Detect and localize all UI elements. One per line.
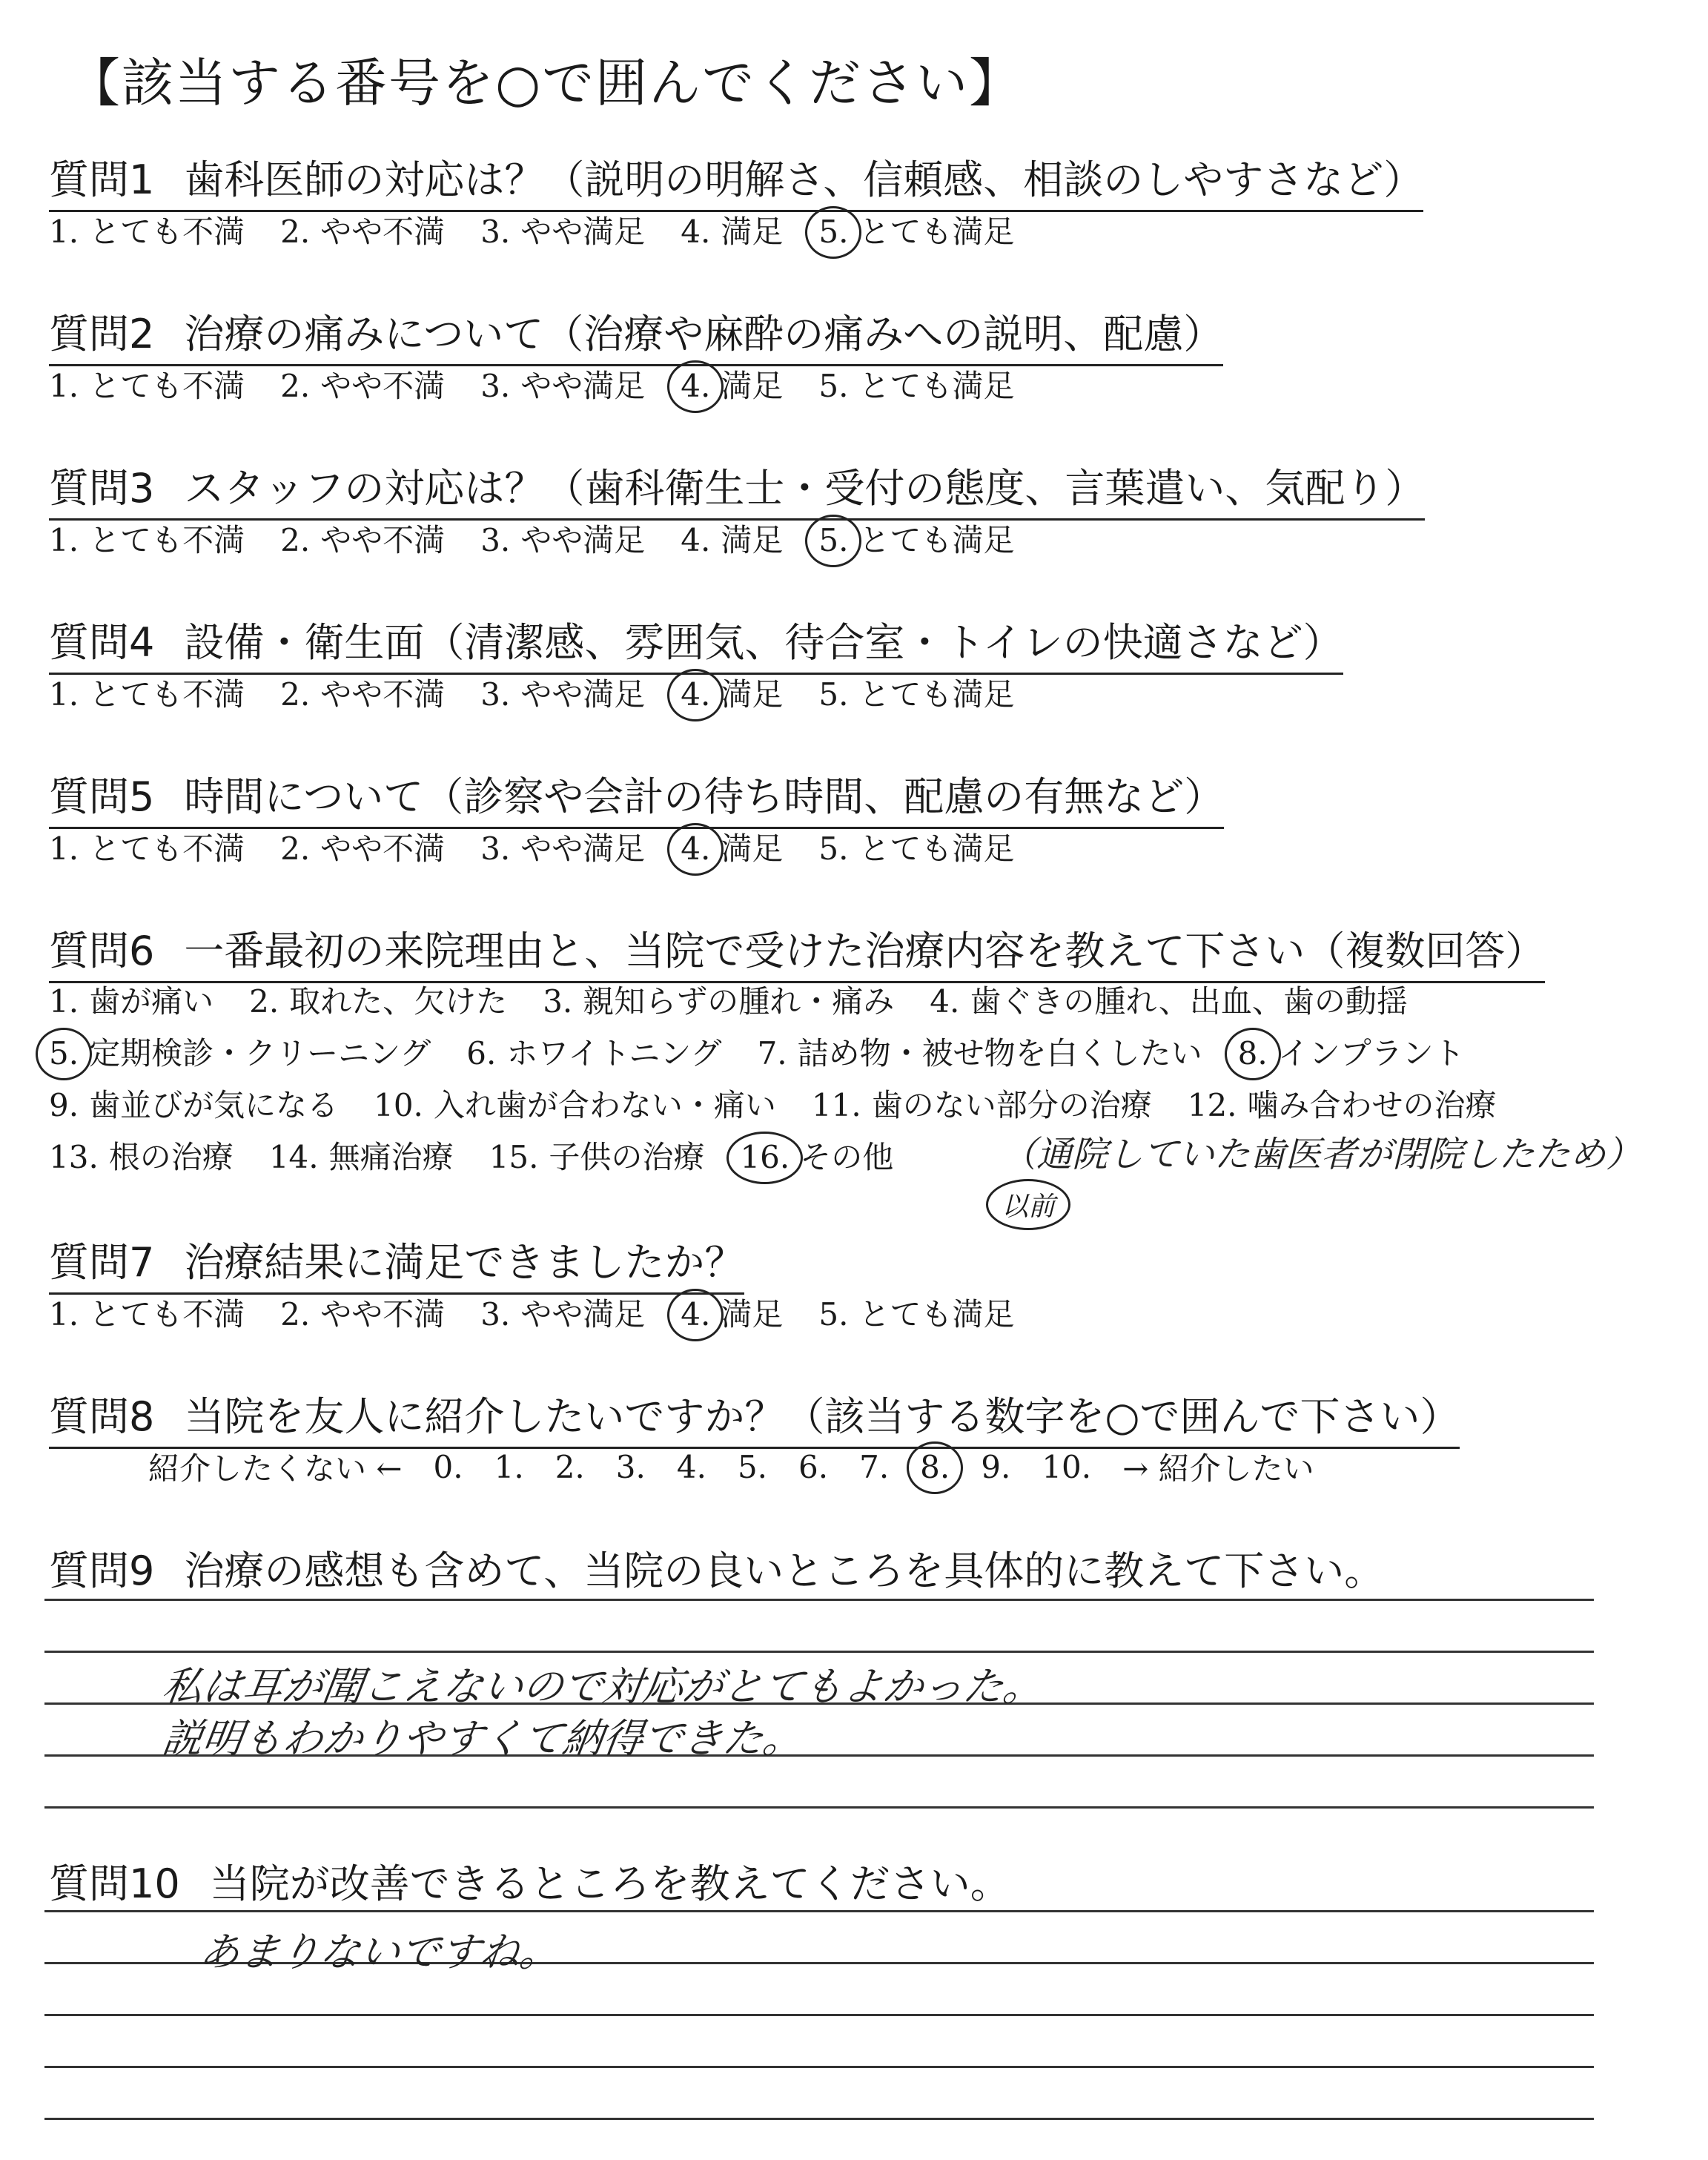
option-number: 4. xyxy=(681,1296,711,1332)
option-label: 定期検診・クリーニング xyxy=(89,1035,431,1071)
option-5[interactable] xyxy=(818,208,1014,252)
q6-option-8[interactable] xyxy=(1238,1029,1465,1074)
option-label: 満足 xyxy=(721,368,784,404)
q6-option-1[interactable] xyxy=(49,977,214,1022)
option-number: 2. xyxy=(280,522,311,558)
option-label: 満足 xyxy=(721,830,784,867)
option-label: 歯のない部分の治療 xyxy=(871,1087,1152,1123)
option-label: 満足 xyxy=(721,522,784,558)
option-number: 5. xyxy=(818,830,849,867)
option-label: やや満足 xyxy=(520,1296,646,1332)
option-5[interactable] xyxy=(818,1290,1014,1335)
option-2[interactable] xyxy=(280,825,445,869)
option-number: 1. xyxy=(49,368,79,404)
option-label: とても不満 xyxy=(89,1296,245,1332)
option-5[interactable] xyxy=(818,516,1014,561)
option-2[interactable] xyxy=(280,670,445,715)
option-number: 1. xyxy=(49,1296,79,1332)
option-label: やや満足 xyxy=(520,830,646,867)
option-label: インプラント xyxy=(1277,1035,1465,1071)
scale-right-label: → 紹介したい xyxy=(1122,1450,1314,1487)
option-number: 4. xyxy=(681,214,711,250)
scale-option-7[interactable]: 7. xyxy=(859,1448,890,1485)
options-q3 xyxy=(49,516,1050,561)
option-number: 3. xyxy=(543,983,573,1020)
option-number: 13. xyxy=(49,1139,99,1175)
option-number: 5. xyxy=(818,676,849,713)
scale-option-6[interactable]: 6. xyxy=(798,1448,829,1485)
option-label: とても満足 xyxy=(858,368,1015,404)
option-1[interactable] xyxy=(49,362,245,406)
option-number: 2. xyxy=(249,983,279,1020)
q9-handwritten-answer-1: 私は耳が聞こえないので対応がとてもよかった。 xyxy=(159,1663,1047,1710)
options-q2 xyxy=(49,362,1050,406)
option-number: 12. xyxy=(1187,1087,1237,1123)
answer-line xyxy=(44,2066,1594,2068)
question-6 xyxy=(49,919,1545,983)
option-label: とても不満 xyxy=(89,522,245,558)
option-label: やや不満 xyxy=(320,522,446,558)
question-text: 治療の痛みについて（治療や麻酔の痛みへの説明、配慮） xyxy=(184,311,1224,357)
scale-left-label: 紹介したくない ← xyxy=(148,1450,403,1487)
option-1[interactable] xyxy=(49,1290,245,1335)
option-number: 10. xyxy=(374,1087,423,1123)
option-label: 根の治療 xyxy=(108,1139,234,1175)
scale-option-10[interactable]: 10. xyxy=(1042,1448,1092,1485)
option-number: 1. xyxy=(49,676,79,713)
question-number: 質問8 xyxy=(49,1393,155,1440)
question-1 xyxy=(49,148,1423,212)
option-number: 2. xyxy=(280,830,311,867)
option-label: 歯ぐきの腫れ、出血、歯の動揺 xyxy=(970,983,1408,1020)
option-label: とても満足 xyxy=(858,676,1015,713)
option-number: 4. xyxy=(681,522,711,558)
scale-option-5[interactable]: 5. xyxy=(737,1448,768,1485)
option-2[interactable] xyxy=(280,208,445,252)
option-4[interactable] xyxy=(681,208,783,252)
q6-option-4[interactable] xyxy=(930,977,1408,1022)
option-number: 11. xyxy=(811,1087,861,1123)
q9-handwritten-answer-2: 説明もわかりやすくて納得できた。 xyxy=(159,1715,807,1762)
option-number: 2. xyxy=(280,214,311,250)
option-4[interactable] xyxy=(681,670,783,715)
option-label: とても満足 xyxy=(858,522,1015,558)
option-label: やや不満 xyxy=(320,1296,446,1332)
option-3[interactable] xyxy=(480,1290,645,1335)
q6-option-13[interactable] xyxy=(49,1133,234,1178)
question-number: 質問7 xyxy=(49,1239,155,1286)
question-text: スタッフの対応は？（歯科衛生士・受付の態度、言葉遣い、気配り） xyxy=(184,465,1426,512)
option-number: 1. xyxy=(49,830,79,867)
answer-line xyxy=(44,2118,1594,2120)
option-4[interactable] xyxy=(681,516,783,561)
options-q4 xyxy=(49,670,1050,715)
scale-option-1[interactable]: 1. xyxy=(494,1448,524,1485)
question-number: 質問5 xyxy=(49,773,155,820)
option-3[interactable] xyxy=(480,516,645,561)
option-number: 15. xyxy=(489,1139,539,1175)
answer-line xyxy=(44,1599,1594,1601)
option-number: 5. xyxy=(818,368,849,404)
option-label: やや満足 xyxy=(520,368,646,404)
question-8 xyxy=(49,1385,1460,1449)
q6-option-6[interactable] xyxy=(466,1029,721,1074)
scale-option-3[interactable]: 3. xyxy=(615,1448,646,1485)
option-number: 3. xyxy=(480,214,511,250)
q6-option-3[interactable] xyxy=(543,977,894,1022)
option-number: 3. xyxy=(480,368,511,404)
question-text: 時間について（診察や会計の待ち時間、配慮の有無など） xyxy=(184,773,1225,820)
option-3[interactable] xyxy=(480,362,645,406)
q6-option-11[interactable] xyxy=(812,1081,1152,1126)
option-number: 8. xyxy=(1237,1035,1268,1071)
option-label: とても不満 xyxy=(89,368,245,404)
q6-option-10[interactable] xyxy=(374,1081,776,1126)
option-2[interactable] xyxy=(280,362,445,406)
option-number: 3. xyxy=(480,830,511,867)
q8-scale xyxy=(148,1444,1345,1489)
question-text: 当院を友人に紹介したいですか？（該当する数字を○で囲んで下さい） xyxy=(184,1393,1460,1440)
question-text: 一番最初の来院理由と、当院で受けた治療内容を教えて下さい（複数回答） xyxy=(184,928,1546,974)
option-number: 1. xyxy=(49,983,79,1020)
option-label: 歯並びが気になる xyxy=(89,1087,339,1123)
question-text: 歯科医師の対応は？（説明の明解さ、信頼感、相談のしやすさなど） xyxy=(184,156,1424,203)
option-label: やや満足 xyxy=(520,214,646,250)
option-label: とても不満 xyxy=(89,214,245,250)
option-number: 3. xyxy=(480,1296,511,1332)
option-number: 2. xyxy=(280,676,311,713)
options-q1 xyxy=(49,208,1050,252)
question-number: 質問6 xyxy=(49,928,155,974)
scale-option-0[interactable]: 0. xyxy=(433,1448,463,1485)
question-number: 質問2 xyxy=(49,311,155,357)
option-3[interactable] xyxy=(480,825,645,869)
question-number: 質問4 xyxy=(49,619,155,666)
option-label: 満足 xyxy=(721,214,784,250)
question-text: 設備・衛生面（清潔感、雰囲気、待合室・トイレの快適さなど） xyxy=(184,619,1343,666)
option-label: やや満足 xyxy=(520,676,646,713)
question-text: 治療の感想も含めて、当院の良いところを具体的に教えて下さい。 xyxy=(184,1548,1385,1594)
option-5[interactable] xyxy=(818,825,1014,869)
option-label: とても不満 xyxy=(89,676,245,713)
option-number: 4. xyxy=(681,368,711,404)
q6-option-16[interactable] xyxy=(740,1133,893,1178)
question-5 xyxy=(49,765,1224,829)
question-4 xyxy=(49,611,1343,675)
option-label: 取れた、欠けた xyxy=(289,983,508,1020)
option-3[interactable] xyxy=(480,208,645,252)
option-4[interactable] xyxy=(681,825,783,869)
option-number: 6. xyxy=(466,1035,497,1071)
scale-option-2[interactable]: 2. xyxy=(555,1448,585,1485)
option-number: 9. xyxy=(49,1087,79,1123)
option-number: 1. xyxy=(49,522,79,558)
option-2[interactable] xyxy=(280,516,445,561)
option-number: 4. xyxy=(930,983,960,1020)
q6-row-2 xyxy=(49,1029,1500,1074)
question-text: 治療結果に満足できましたか？ xyxy=(184,1239,745,1286)
question-number: 質問1 xyxy=(49,156,155,203)
option-1[interactable] xyxy=(49,670,245,715)
option-2[interactable] xyxy=(280,1290,445,1335)
q6-row-4 xyxy=(49,1133,929,1178)
option-number: 2. xyxy=(280,368,311,404)
option-label: 噛み合わせの治療 xyxy=(1247,1087,1497,1123)
options-q5 xyxy=(49,825,1050,869)
option-label: 無痛治療 xyxy=(328,1139,454,1175)
question-9 xyxy=(49,1539,1384,1601)
answer-line xyxy=(44,1910,1594,1912)
option-5[interactable] xyxy=(818,670,1014,715)
option-4[interactable] xyxy=(681,1290,783,1335)
question-text: 当院が改善できるところを教えてください。 xyxy=(209,1860,1010,1907)
option-label: ホワイトニング xyxy=(506,1035,722,1071)
option-number: 5. xyxy=(818,1296,849,1332)
option-label: やや不満 xyxy=(320,368,446,404)
question-10 xyxy=(49,1852,1010,1914)
option-4[interactable] xyxy=(681,362,783,406)
q6-other-handwritten-note: （通院していた歯医者が閉院したため） xyxy=(1001,1134,1642,1175)
option-label: とても満足 xyxy=(858,830,1015,867)
scale-option-4[interactable]: 4. xyxy=(676,1448,706,1485)
option-label: 詰め物・被せ物を白くしたい xyxy=(797,1035,1202,1071)
option-number: 5. xyxy=(818,522,849,558)
option-label: 子供の治療 xyxy=(549,1139,705,1175)
option-label: とても満足 xyxy=(858,1296,1015,1332)
q6-other-handwritten-sub: 以前 xyxy=(986,1179,1070,1230)
option-number: 16. xyxy=(740,1139,790,1175)
question-2 xyxy=(49,303,1223,366)
q6-option-5[interactable] xyxy=(49,1029,431,1074)
option-label: とても不満 xyxy=(89,830,245,867)
option-label: やや満足 xyxy=(520,522,646,558)
question-number: 質問3 xyxy=(49,465,155,512)
scale-option-8[interactable]: 8. xyxy=(920,1448,950,1485)
option-label: やや不満 xyxy=(320,676,446,713)
q6-option-12[interactable] xyxy=(1188,1081,1497,1126)
option-3[interactable] xyxy=(480,670,645,715)
option-label: 入れ歯が合わない・痛い xyxy=(433,1087,776,1123)
option-label: とても満足 xyxy=(858,214,1015,250)
answer-line xyxy=(44,1651,1594,1653)
option-label: やや不満 xyxy=(320,830,446,867)
option-number: 5. xyxy=(49,1035,79,1071)
q6-option-2[interactable] xyxy=(249,977,507,1022)
option-5[interactable] xyxy=(818,362,1014,406)
option-label: 親知らずの腫れ・痛み xyxy=(583,983,895,1020)
q10-handwritten-answer: あまりないですね。 xyxy=(196,1929,563,1975)
option-label: 満足 xyxy=(721,676,784,713)
option-number: 1. xyxy=(49,214,79,250)
option-1[interactable] xyxy=(49,825,245,869)
scale-option-9[interactable]: 9. xyxy=(981,1448,1011,1485)
question-3 xyxy=(49,457,1425,521)
q6-row-1 xyxy=(49,977,1443,1022)
option-number: 4. xyxy=(681,830,711,867)
options-q7 xyxy=(49,1290,1050,1335)
option-label: 歯が痛い xyxy=(89,983,214,1020)
option-number: 4. xyxy=(681,676,711,713)
option-number: 14. xyxy=(268,1139,319,1175)
option-number: 7. xyxy=(757,1035,787,1071)
question-7 xyxy=(49,1231,744,1295)
q6-option-9[interactable] xyxy=(49,1081,338,1126)
q6-option-7[interactable] xyxy=(758,1029,1202,1074)
option-label: やや不満 xyxy=(320,214,446,250)
q6-option-14[interactable] xyxy=(269,1133,454,1178)
page-header: 【該当する番号を○で囲んでください】 xyxy=(68,53,1023,113)
option-1[interactable] xyxy=(49,516,245,561)
option-number: 2. xyxy=(280,1296,311,1332)
q6-row-3 xyxy=(49,1081,1532,1126)
answer-line xyxy=(44,1806,1594,1809)
option-label: その他 xyxy=(800,1139,894,1175)
option-label: 満足 xyxy=(721,1296,784,1332)
option-number: 3. xyxy=(480,522,511,558)
q6-option-15[interactable] xyxy=(489,1133,705,1178)
question-number: 質問10 xyxy=(49,1860,180,1907)
option-number: 5. xyxy=(818,214,849,250)
question-number: 質問9 xyxy=(49,1548,155,1594)
answer-line xyxy=(44,2014,1594,2016)
option-number: 3. xyxy=(480,676,511,713)
option-1[interactable] xyxy=(49,208,245,252)
